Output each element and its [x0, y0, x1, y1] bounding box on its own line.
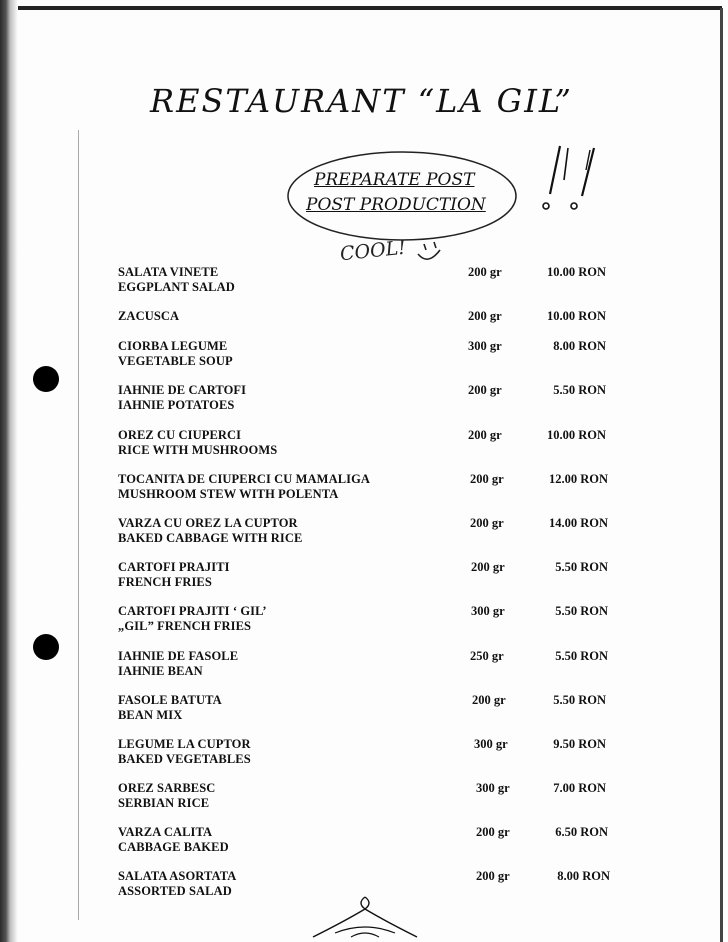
dish-weight: 300 gr [474, 736, 508, 751]
dish-weight: 300 gr [476, 781, 510, 796]
handwritten-annotation: COOL! [339, 236, 407, 266]
menu-item [118, 691, 638, 735]
menu-item [118, 558, 638, 602]
punch-hole-top [33, 366, 59, 392]
dish-price: 6.50 RON [555, 825, 608, 840]
menu-item [118, 602, 638, 646]
dish-weight: 200 gr [471, 560, 505, 575]
dish-name-en: BAKED VEGETABLES [118, 751, 251, 766]
dish-name-en: EGGPLANT SALAD [118, 280, 235, 294]
dish-price: 8.00 RON [557, 869, 610, 884]
dish-name-ro: VARZA CU OREZ LA CUPTOR [118, 515, 298, 530]
dish-price: 5.50 RON [555, 560, 608, 575]
dish-name-ro: CIORBA LEGUME [118, 339, 228, 354]
dish-name-ro: OREZ CU CIUPERCI [118, 427, 242, 442]
dish-weight: 200 gr [476, 869, 510, 884]
dish-weight: 200 gr [468, 427, 502, 442]
scan-edge-left [0, 0, 18, 942]
menu-item [118, 647, 638, 691]
dish-name-ro: ZACUSCA [118, 309, 180, 324]
dish-name-en: IAHNIE BEAN [118, 663, 203, 678]
menu-item [118, 263, 638, 307]
dish-name-en: CABBAGE BAKED [118, 840, 229, 855]
dish-name-ro: VARZA CALITA [118, 825, 213, 840]
dish-price: 8.00 RON [553, 339, 606, 354]
menu-item [118, 381, 638, 425]
restaurant-title: RESTAURANT “LA GIL” [150, 82, 573, 120]
dish-name-en: RICE WITH MUSHROOMS [118, 442, 278, 457]
dish-name-ro: IAHNIE DE CARTOFI [118, 383, 247, 398]
dish-price: 10.00 RON [546, 265, 606, 279]
dish-name-en: „GIL” FRENCH FRIES [118, 619, 252, 634]
dish-name-ro: CARTOFI PRAJITI [118, 560, 230, 575]
dish-weight: 200 gr [468, 309, 502, 324]
dish-price: 5.50 RON [555, 648, 608, 663]
dish-weight: 200 gr [470, 471, 504, 486]
menu-item [118, 823, 638, 867]
dish-weight: 250 gr [470, 648, 504, 663]
stamp-line-1: PREPARATE POST [314, 170, 475, 190]
dish-weight: 200 gr [468, 383, 502, 398]
dish-name-en: VEGETABLE SOUP [118, 354, 233, 369]
menu-item [118, 470, 638, 514]
dish-name-ro: OREZ SARBESC [118, 781, 216, 796]
menu-item [118, 307, 638, 337]
dish-price: 10.00 RON [546, 309, 606, 324]
dish-name-en: BEAN MIX [118, 707, 183, 722]
dish-weight: 200 gr [476, 825, 510, 840]
dish-price: 14.00 RON [548, 515, 608, 530]
dish-price: 5.50 RON [555, 604, 608, 619]
scan-edge-right [720, 8, 723, 942]
dish-price: 9.50 RON [553, 736, 606, 751]
dish-name-en: BAKED CABBAGE WITH RICE [118, 530, 303, 545]
dish-name-ro: SALATA ASORTATA [118, 869, 237, 884]
dish-weight: 200 gr [470, 515, 504, 530]
dish-weight: 200 gr [468, 265, 502, 279]
dish-price: 5.50 RON [553, 692, 606, 707]
ornament-icon [305, 893, 425, 942]
dish-name-ro: LEGUME LA CUPTOR [118, 736, 251, 751]
menu-item [118, 337, 638, 381]
dish-price: 12.00 RON [548, 471, 608, 486]
menu-item [118, 779, 638, 823]
menu-item [118, 514, 638, 558]
dish-name-ro: TOCANITA DE CIUPERCI CU MAMALIGA [118, 471, 371, 486]
stamp-line-2: POST PRODUCTION [306, 195, 486, 215]
dish-price: 5.50 RON [553, 383, 606, 398]
dish-name-ro: CARTOFI PRAJITI ‘ GIL’ [118, 604, 267, 619]
dish-name-en: ASSORTED SALAD [118, 884, 232, 899]
dish-name-en: FRENCH FRIES [118, 575, 212, 590]
dish-name-ro: IAHNIE DE FASOLE [118, 648, 239, 663]
margin-line [78, 130, 79, 920]
dish-name-ro: SALATA VINETE [118, 265, 219, 279]
dish-name-ro: FASOLE BATUTA [118, 692, 222, 707]
menu-list [118, 263, 638, 912]
punch-hole-bottom [33, 634, 59, 660]
dish-weight: 300 gr [468, 339, 502, 354]
dish-name-en: MUSHROOM STEW WITH POLENTA [118, 486, 339, 501]
menu-item [118, 735, 638, 779]
dish-price: 7.00 RON [553, 781, 606, 796]
dish-name-en: IAHNIE POTATOES [118, 398, 235, 413]
dish-weight: 200 gr [472, 692, 506, 707]
exclamation-marks-icon [530, 140, 610, 220]
scan-edge-top [18, 6, 722, 10]
menu-item [118, 426, 638, 470]
dish-name-en: SERBIAN RICE [118, 796, 210, 811]
dish-price: 10.00 RON [546, 427, 606, 442]
dish-weight: 300 gr [471, 604, 505, 619]
